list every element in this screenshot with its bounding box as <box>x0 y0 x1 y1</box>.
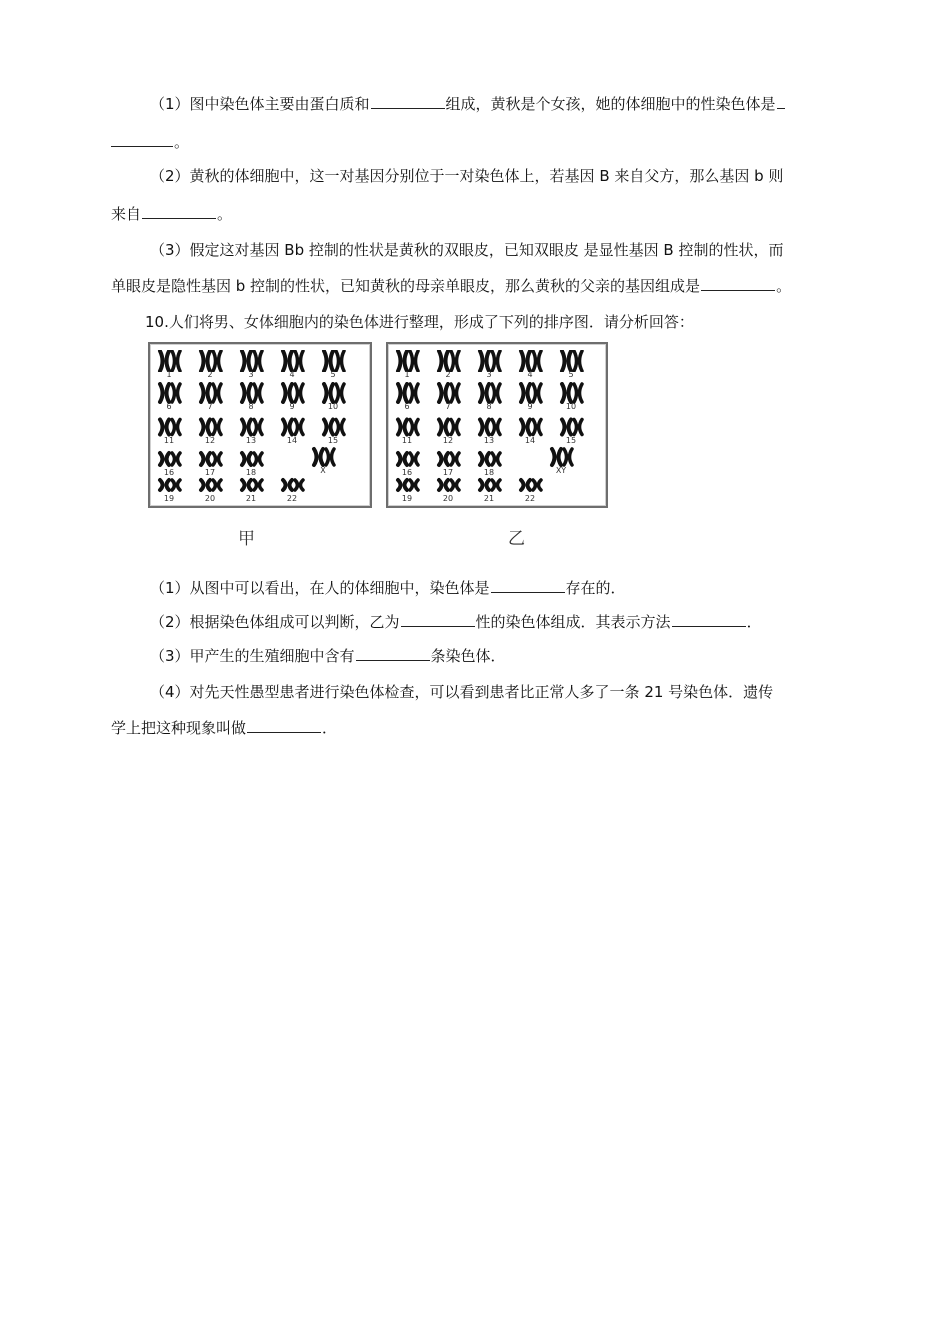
chromosome-pair <box>517 416 543 438</box>
q9-part3-cont <box>111 268 841 304</box>
q9-part3-text-a: （3）假定这对基因 Bb 控制的性状是黄秋的双眼皮，已知双眼皮 是显性基因 B 控制的性状，而 <box>150 241 784 259</box>
chromosome-number: 22 <box>524 494 536 503</box>
chromosome-number: 7 <box>207 402 213 411</box>
chromosome-number: 13 <box>245 436 257 445</box>
q10-sub2 <box>150 604 841 640</box>
q9-part1-text-b: 组成，黄秋是个女孩，她的体细胞中的性染色体是 <box>445 95 776 113</box>
q10-sub1-text-a: （1）从图中可以看出，在人的体细胞中，染色体是 <box>150 579 490 597</box>
answer-blank-count[interactable] <box>356 646 430 661</box>
caption-left: 甲 <box>238 529 255 549</box>
chromosome-pair <box>197 350 223 372</box>
q10-sub2-text-a: （2）根据染色体组成可以判断，乙为 <box>150 613 400 631</box>
chromosome-number: 18 <box>483 468 495 477</box>
answer-blank-gene-origin[interactable] <box>142 204 216 219</box>
chromosome-pair <box>435 474 461 496</box>
chromosome-pair <box>238 474 264 496</box>
answer-blank-father-genotype[interactable] <box>701 276 775 291</box>
chromosome-pair <box>279 382 305 404</box>
chromosome-pair <box>197 382 223 404</box>
q9-part3 <box>150 232 841 268</box>
chromosome-number: 21 <box>245 494 257 503</box>
chromosome-number: 8 <box>248 402 254 411</box>
chromosome-number: 3 <box>248 370 254 379</box>
sex-chromosome-label: X <box>320 466 326 475</box>
chromosome-pair <box>320 350 346 372</box>
q10-sub3-text-b: 条染色体． <box>430 647 506 665</box>
chromosome-pair <box>517 350 543 372</box>
chromosome-pair <box>558 416 584 438</box>
chromosome-number: 18 <box>245 468 257 477</box>
karyotype-right-panel <box>386 342 608 508</box>
chromosome-number: 14 <box>524 436 536 445</box>
chromosome-pair <box>279 416 305 438</box>
caption-right: 乙 <box>508 529 525 549</box>
q9-part1 <box>150 86 841 122</box>
chromosome-number: 15 <box>327 436 339 445</box>
chromosome-pair <box>435 382 461 404</box>
answer-blank-sex-chromosome-start[interactable] <box>777 94 785 109</box>
chromosome-pair <box>517 382 543 404</box>
chromosome-number: 3 <box>486 370 492 379</box>
q10-sub4-text-b: 学上把这种现象叫做 <box>111 719 247 737</box>
q10-intro <box>145 304 875 340</box>
chromosome-pair <box>476 350 502 372</box>
q9-part1-cont <box>111 124 841 160</box>
chromosome-number: 20 <box>442 494 454 503</box>
q10-sub3-text-a: （3）甲产生的生殖细胞中含有 <box>150 647 355 665</box>
chromosome-number: 9 <box>289 402 295 411</box>
answer-blank-notation[interactable] <box>672 612 746 627</box>
chromosome-pair <box>558 350 584 372</box>
q10-sub4-cont <box>111 710 841 746</box>
chromosome-number: 2 <box>207 370 213 379</box>
q10-sub2-text-b: 性的染色体组成．其表示方法 <box>475 613 671 631</box>
q10-intro-text: 10.人们将男、女体细胞内的染色体进行整理，形成了下列的排序图．请分析回答： <box>145 313 694 331</box>
chromosome-number: 17 <box>442 468 454 477</box>
chromosome-number: 10 <box>327 402 339 411</box>
chromosome-number: 14 <box>286 436 298 445</box>
q10-sub3 <box>150 638 841 674</box>
chromosome-number: 4 <box>289 370 295 379</box>
chromosome-number: 11 <box>163 436 175 445</box>
chromosome-pair <box>238 416 264 438</box>
chromosome-number: 1 <box>166 370 172 379</box>
chromosome-number: 4 <box>527 370 533 379</box>
chromosome-number: 12 <box>204 436 216 445</box>
chromosome-number: 9 <box>527 402 533 411</box>
q10-sub4-text-a: （4）对先天性愚型患者进行染色体检查，可以看到患者比正常人多了一条 21 号染色体．遗传 <box>150 683 774 701</box>
chromosome-number: 17 <box>204 468 216 477</box>
chromosome-number: 13 <box>483 436 495 445</box>
answer-blank-sex[interactable] <box>401 612 475 627</box>
chromosome-pair <box>197 416 223 438</box>
chromosome-pair <box>476 448 502 470</box>
q9-part2-text-a: （2）黄秋的体细胞中，这一对基因分别位于一对染色体上，若基因 B 来自父方，那么基因 b 则 <box>150 167 784 185</box>
q9-part3-end: 。 <box>776 277 792 295</box>
chromosome-number: 11 <box>401 436 413 445</box>
chromosome-pair <box>238 448 264 470</box>
chromosome-number: 12 <box>442 436 454 445</box>
chromosome-pair <box>238 350 264 372</box>
answer-blank-phenomenon[interactable] <box>247 718 321 733</box>
q9-part2-text-b: 来自 <box>111 205 142 223</box>
chromosome-pair <box>156 448 182 470</box>
chromosome-pair <box>156 382 182 404</box>
answer-blank-pairs[interactable] <box>491 578 565 593</box>
q9-part1-end: 。 <box>174 133 190 151</box>
chromosome-number: 22 <box>286 494 298 503</box>
q9-part2-end: 。 <box>217 205 233 223</box>
chromosome-pair <box>394 474 420 496</box>
chromosome-number: 2 <box>445 370 451 379</box>
q9-part2 <box>150 158 841 194</box>
chromosome-pair <box>320 416 346 438</box>
chromosome-number: 21 <box>483 494 495 503</box>
chromosome-pair <box>394 350 420 372</box>
q9-part1-text-a: （1）图中染色体主要由蛋白质和 <box>150 95 370 113</box>
q10-sub1 <box>150 570 841 606</box>
chromosome-pair <box>156 350 182 372</box>
q10-sub1-text-b: 存在的． <box>565 579 626 597</box>
chromosome-number: 7 <box>445 402 451 411</box>
chromosome-pair <box>394 416 420 438</box>
chromosome-pair <box>197 474 223 496</box>
chromosome-pair <box>279 474 305 496</box>
chromosome-pair <box>476 474 502 496</box>
chromosome-number: 6 <box>166 402 172 411</box>
chromosome-number: 6 <box>404 402 410 411</box>
chromosome-number: 5 <box>330 370 336 379</box>
chromosome-pair <box>476 416 502 438</box>
chromosome-pair <box>435 350 461 372</box>
chromosome-number: 16 <box>401 468 413 477</box>
chromosome-pair <box>197 448 223 470</box>
chromosome-number: 19 <box>163 494 175 503</box>
chromosome-pair <box>394 448 420 470</box>
karyotype-left-panel <box>148 342 372 508</box>
chromosome-pair <box>320 382 346 404</box>
chromosome-pair <box>476 382 502 404</box>
chromosome-number: 5 <box>568 370 574 379</box>
chromosome-number: 19 <box>401 494 413 503</box>
chromosome-pair <box>279 350 305 372</box>
chromosome-pair <box>238 382 264 404</box>
answer-blank-sex-chromosome[interactable] <box>111 132 173 147</box>
chromosome-number: 16 <box>163 468 175 477</box>
chromosome-pair <box>435 416 461 438</box>
answer-blank-protein[interactable] <box>371 94 445 109</box>
sex-chromosome-pair <box>548 446 574 468</box>
chromosome-number: 10 <box>565 402 577 411</box>
chromosome-pair <box>394 382 420 404</box>
chromosome-number: 8 <box>486 402 492 411</box>
chromosome-number: 15 <box>565 436 577 445</box>
chromosome-pair <box>558 382 584 404</box>
q9-part3-text-b: 单眼皮是隐性基因 b 控制的性状，已知黄秋的母亲单眼皮，那么黄秋的父亲的基因组成是 <box>111 277 701 295</box>
sex-chromosome-label: XY <box>555 466 567 475</box>
sex-chromosome-pair <box>310 446 336 468</box>
chromosome-number: 1 <box>404 370 410 379</box>
q10-sub4-text-c: ． <box>322 719 338 737</box>
chromosome-pair <box>517 474 543 496</box>
q10-sub4 <box>150 674 841 710</box>
q9-part2-cont <box>111 196 841 232</box>
chromosome-pair <box>156 416 182 438</box>
chromosome-pair <box>435 448 461 470</box>
chromosome-pair <box>156 474 182 496</box>
q10-sub2-text-c: ． <box>746 613 762 631</box>
chromosome-number: 20 <box>204 494 216 503</box>
